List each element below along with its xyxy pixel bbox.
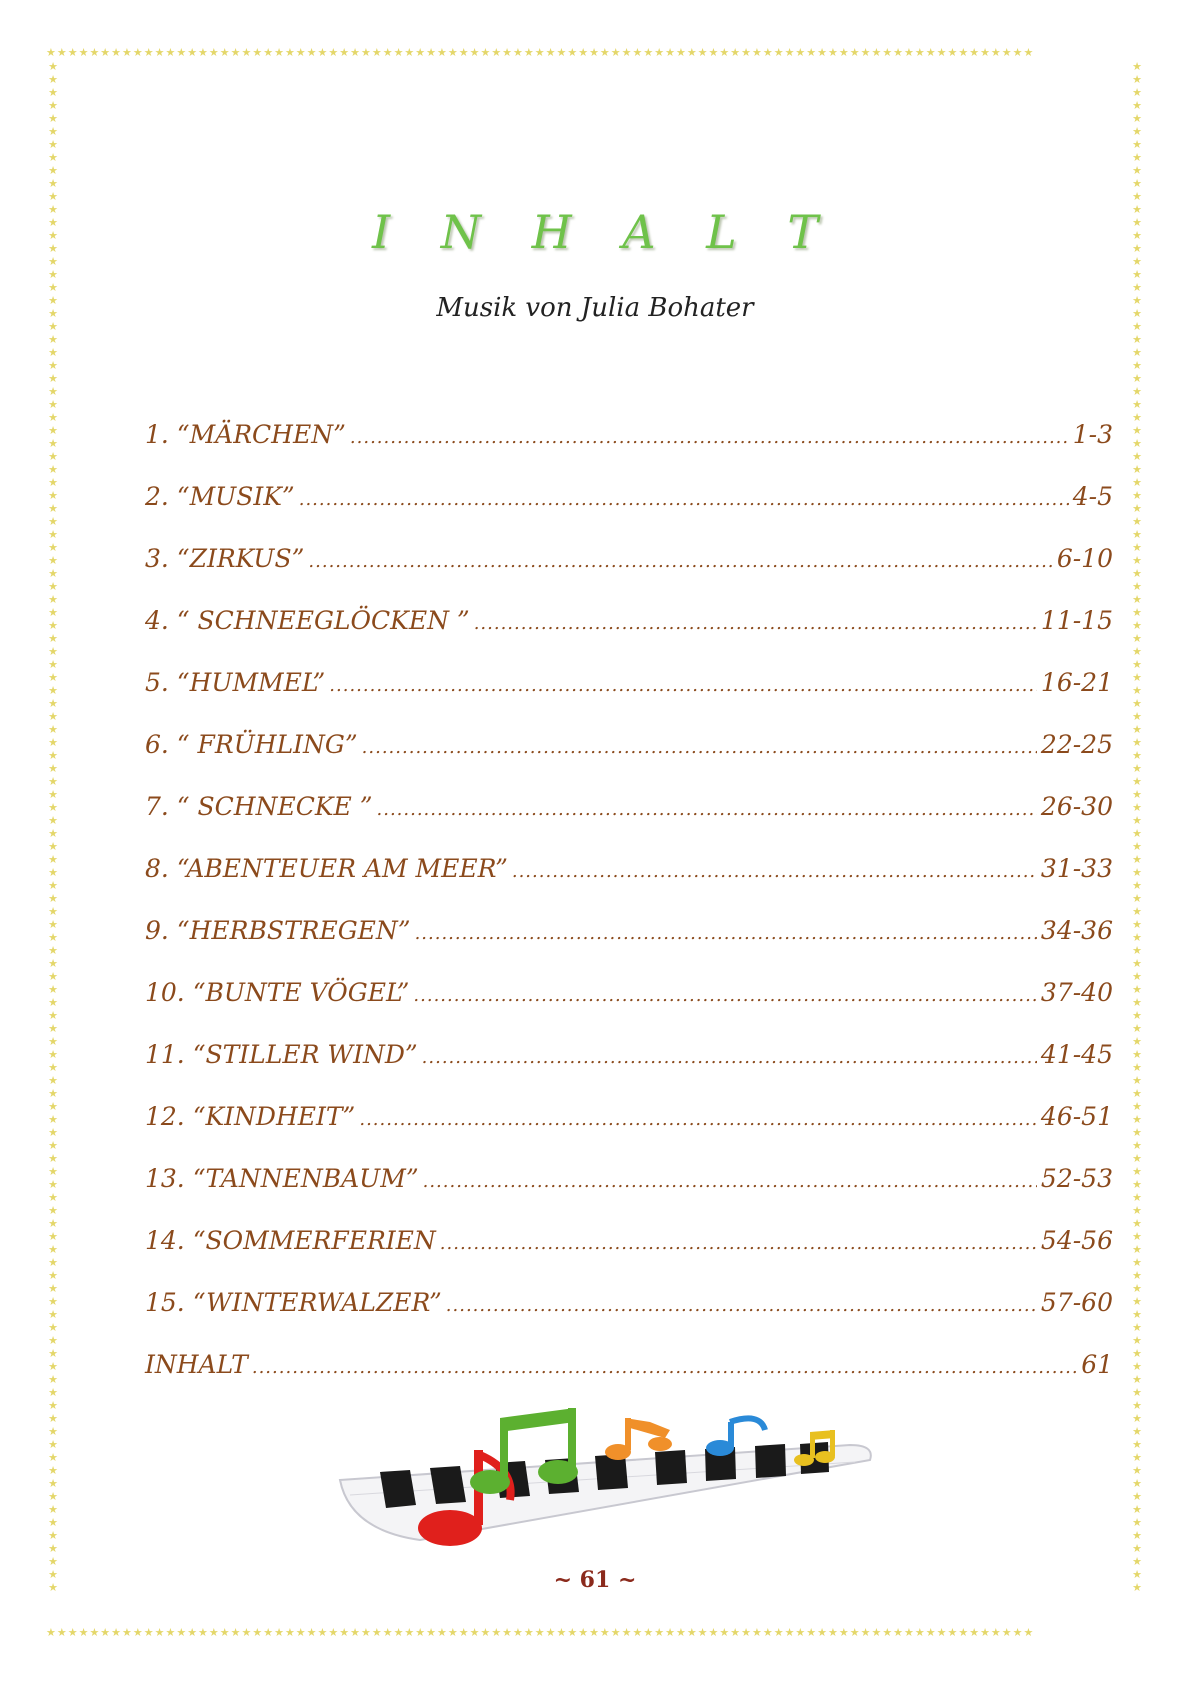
- toc-entry[interactable]: [145, 1102, 1113, 1164]
- toc-entry-pages: 6-10: [1056, 544, 1113, 573]
- toc-entry-pages: 46-51: [1040, 1102, 1113, 1131]
- toc-entry[interactable]: [145, 482, 1113, 544]
- toc-entry[interactable]: [145, 544, 1113, 606]
- toc-entry-title: 7. “ SCHNECKE ”: [145, 792, 373, 821]
- toc-entry[interactable]: [145, 606, 1113, 668]
- toc-entry-title: 14. “SOMMERFERIEN: [145, 1226, 436, 1255]
- toc-entry[interactable]: [145, 730, 1113, 792]
- toc-leader-dots: [252, 1357, 1077, 1378]
- toc-entry-pages: 22-25: [1040, 730, 1113, 759]
- toc-entry-title: 15. “WINTERWALZER”: [145, 1288, 442, 1317]
- star-border-icon: ★★★★★★★★★★★★★★★★★★★★★★★★★★★★★★★★★★★★★★★★★★★★★★★★★★★★★★★★★★★★★★★★★★★★★★★★★★★★★★★★★★★★★★★★★★★★★★★★★★★★★★★★★★★★★★★★★★★★★★: [48, 60, 58, 1594]
- star-border-icon: ★★★★★★★★★★★★★★★★★★★★★★★★★★★★★★★★★★★★★★★★★★★★★★★★★★★★★★★★★★★★★★★★★★★★★★★★★★★★★★★★★★★★★★★★★★★★★★★★★★★★★★★★★★★★★★★★★★★★★★: [1132, 60, 1142, 1594]
- toc-entry-pages: 57-60: [1040, 1288, 1113, 1317]
- toc-leader-dots: [413, 985, 1037, 1006]
- toc-entry-title: 2. “MUSIK”: [145, 482, 295, 511]
- toc-entry[interactable]: [145, 668, 1113, 730]
- table-of-contents: [145, 420, 1113, 1412]
- toc-leader-dots: [350, 427, 1069, 448]
- toc-entry[interactable]: [145, 1040, 1113, 1102]
- toc-entry-title: 4. “ SCHNEEGLÖCKEN ”: [145, 606, 470, 635]
- toc-entry-title: 8. “ABENTEUER AM MEER”: [145, 854, 508, 883]
- toc-entry-pages: 52-53: [1040, 1164, 1113, 1193]
- toc-entry-pages: 37-40: [1040, 978, 1113, 1007]
- toc-entry-title: INHALT: [145, 1350, 248, 1379]
- toc-entry-pages: 31-33: [1040, 854, 1113, 883]
- toc-entry-title: 1. “MÄRCHEN”: [145, 420, 346, 449]
- toc-entry-pages: 11-15: [1040, 606, 1113, 635]
- star-border-icon: ★★★★★★★★★★★★★★★★★★★★★★★★★★★★★★★★★★★★★★★★★★★★★★★★★★★★★★★★★★★★★★★★★★★★★★★★★★★★★★★★★★★★★★★★★★★: [46, 1626, 1035, 1639]
- toc-entry-title: 9. “HERBSTREGEN”: [145, 916, 411, 945]
- toc-leader-dots: [446, 1295, 1037, 1316]
- toc-leader-dots: [362, 737, 1037, 758]
- toc-entry-pages: 34-36: [1040, 916, 1113, 945]
- toc-entry-title: 3. “ZIRKUS”: [145, 544, 305, 573]
- toc-leader-dots: [422, 1047, 1037, 1068]
- toc-entry[interactable]: [145, 916, 1113, 978]
- toc-leader-dots: [299, 489, 1069, 510]
- toc-leader-dots: [329, 675, 1037, 696]
- toc-leader-dots: [512, 861, 1037, 882]
- piano-keys-music-notes-illustration: [330, 1400, 930, 1550]
- toc-entry-title: 13. “TANNENBAUM”: [145, 1164, 419, 1193]
- page-number: ~ 61 ~: [553, 1567, 637, 1593]
- toc-entry-title: 5. “HUMMEL”: [145, 668, 326, 697]
- toc-entry-pages: 4-5: [1072, 482, 1113, 511]
- toc-entry-title: 6. “ FRÜHLING”: [145, 730, 358, 759]
- page-subtitle: Musik von Julia Bohater: [436, 293, 754, 323]
- toc-entry[interactable]: [145, 978, 1113, 1040]
- toc-leader-dots: [415, 923, 1037, 944]
- toc-entry[interactable]: [145, 854, 1113, 916]
- toc-entry-pages: 54-56: [1040, 1226, 1113, 1255]
- toc-entry[interactable]: [145, 1164, 1113, 1226]
- toc-leader-dots: [359, 1109, 1037, 1130]
- toc-leader-dots: [377, 799, 1037, 820]
- toc-entry-pages: 41-45: [1040, 1040, 1113, 1069]
- toc-leader-dots: [308, 551, 1052, 572]
- toc-entry[interactable]: [145, 1288, 1113, 1350]
- toc-entry-pages: 1-3: [1072, 420, 1113, 449]
- toc-leader-dots: [423, 1171, 1037, 1192]
- toc-entry[interactable]: [145, 792, 1113, 854]
- star-border-icon: ★★★★★★★★★★★★★★★★★★★★★★★★★★★★★★★★★★★★★★★★★★★★★★★★★★★★★★★★★★★★★★★★★★★★★★★★★★★★★★★★★★★★★★★★★★★: [46, 46, 1035, 59]
- toc-entry-pages: 16-21: [1040, 668, 1113, 697]
- toc-entry-title: 11. “STILLER WIND”: [145, 1040, 418, 1069]
- toc-entry-pages: 61: [1081, 1350, 1113, 1379]
- toc-entry-pages: 26-30: [1040, 792, 1113, 821]
- toc-entry-title: 12. “KINDHEIT”: [145, 1102, 356, 1131]
- toc-leader-dots: [440, 1233, 1037, 1254]
- toc-entry[interactable]: [145, 420, 1113, 482]
- toc-entry[interactable]: [145, 1226, 1113, 1288]
- toc-leader-dots: [474, 613, 1037, 634]
- toc-entry-title: 10. “BUNTE VÖGEL”: [145, 978, 410, 1007]
- page-title: I N H A L T: [371, 205, 837, 259]
